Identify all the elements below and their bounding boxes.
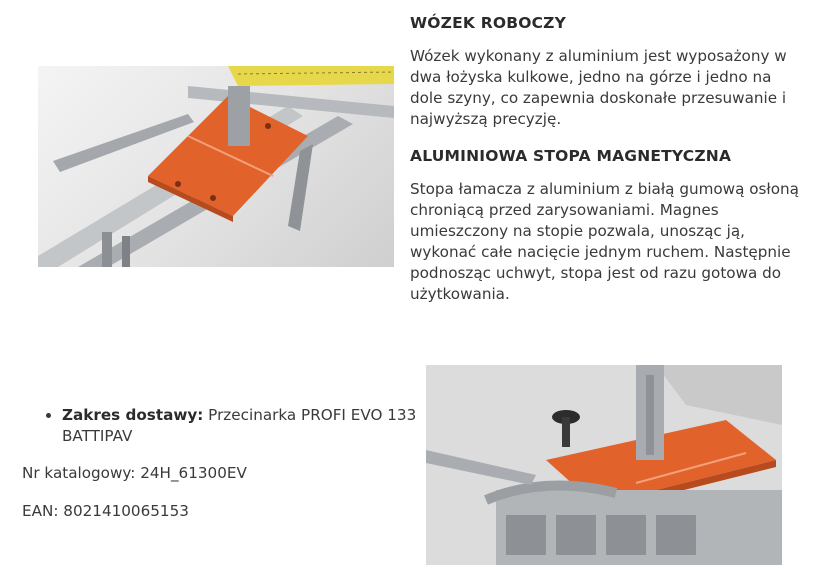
features-text — [410, 14, 805, 322]
magnetic-foot-heading: ALUMINIOWA STOPA MAGNETYCZNA — [410, 147, 732, 165]
list-item — [62, 405, 417, 447]
product-details — [22, 405, 417, 522]
ean-code: EAN: 8021410065153 — [22, 502, 189, 520]
magnetic-foot-description: Stopa łamacza z aluminium z białą gumową osłoną chroniącą przed zarysowaniami. Magnes umieszczony na stopie pozwala, unosząc ją, wykonać całe nacięcie jednym ruchem. Następnie podnosząc uchwyt, stopa jest od razu gotowa do użytkowania. — [410, 180, 799, 303]
delivery-value: Przecinarka PROFI EVO 133 BATTIPAV — [62, 406, 417, 445]
carriage-product-photo — [38, 66, 394, 267]
delivery-label: Zakres dostawy: — [62, 406, 204, 424]
magnetic-foot-product-photo — [426, 365, 782, 565]
delivery-list — [22, 405, 417, 447]
carriage-heading: WÓZEK ROBOCZY — [410, 14, 567, 32]
catalog-number: Nr katalogowy: 24H_61300EV — [22, 464, 247, 482]
carriage-description: Wózek wykonany z aluminium jest wyposażony w dwa łożyska kulkowe, jedno na górze i jedno na dole szyny, co zapewnia doskonałe przesuwanie i najwyższą precyzję. — [410, 47, 787, 128]
